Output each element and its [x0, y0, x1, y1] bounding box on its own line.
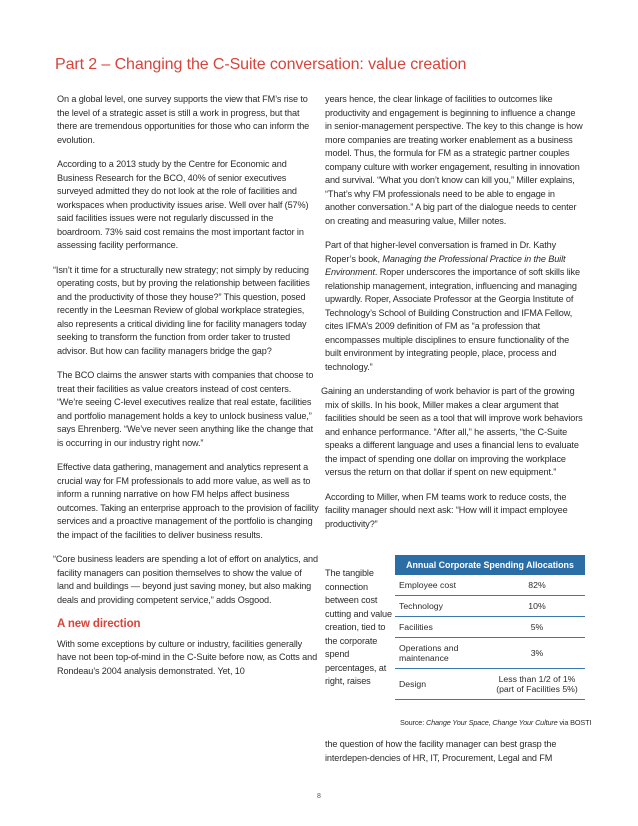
source-suffix: via BOSTI	[557, 718, 592, 727]
page-title: Part 2 – Changing the C-Suite conversation: value creation	[55, 56, 467, 73]
wrapped-text-beside-table: The tangible connection between cost cutting and value creation, tied to the corporate spend percentages, at right, raises	[325, 568, 392, 686]
paragraph: years hence, the clear linkage of facilities to outcomes like productivity and engagement is beginning to influence a change in senior-management perspective. The key to this change is how more companies are treating worker enablement as a business model. Thus, the formula for FM as a strategic partner couples company culture with worker engagement, resulting in innovation and survival. “What you don’t know can kill you,” Miller explains, “That’s why FM professionals need to be able to engage in another conversation.” A big part of the dialogue needs to center on creating and measuring value, Miller notes.	[325, 94, 583, 226]
paragraph: With some exceptions by culture or industry, facilities generally have not been top-of-mind in the C-Suite before now, as Cotts and Rondeau’s 2004 analysis demonstrated. Yet, 10	[57, 638, 318, 676]
paragraph: On a global level, one survey supports the view that FM’s rise to the level of a strategic asset is still a work in progress, but that there are tremendous opportunities for those who can inform the evolution.	[57, 94, 310, 145]
row-value: 5%	[489, 617, 585, 638]
row-label: Operations and maintenance	[395, 638, 489, 669]
table-source	[400, 718, 590, 727]
table-row	[395, 617, 585, 638]
paragraph	[325, 239, 583, 374]
source-prefix: Source:	[400, 718, 426, 727]
right-column	[321, 93, 583, 531]
row-value: 10%	[489, 596, 585, 617]
paragraph: “Isn’t it time for a structurally new strategy; not simply by reducing operating costs, but by proving the relationship between facilities and the productivity of those they house?” This question, posed recently in the Leesman Review of global workplace strategies, also represents a critical dividing line for facility managers today seeking to transform the function from order taker to trusted advisor. But how can facility managers bridge the gap?	[53, 264, 310, 356]
table-title: Annual Corporate Spending Allocations	[395, 555, 585, 575]
section-subhead: A new direction	[57, 618, 141, 630]
paragraph: The BCO claims the answer starts with companies that choose to treat their facilities as value creators instead of cost centers. “We’re seeing C-level executives realize that real estate, facilities and portfolio management holds a key to unlock business value,” says Ehrenberg. “We’ve never seen anything like the change that is occurring in our industry right now.”	[57, 370, 314, 448]
left-column	[53, 93, 319, 678]
paragraph-continuation: the question of how the facility manager can best grasp the interdepen-dencies of HR, IT, Procurement, Legal and FM	[325, 739, 557, 763]
paragraph: According to Miller, when FM teams work to reduce costs, the facility manager should next ask: “How will it impact employee productivity?”	[325, 491, 568, 529]
paragraph: “Core business leaders are spending a lot of effort on analytics, and facility managers can position themselves to show the value of land and buildings — beyond just saving money, but also making deals and providing competent service,” adds Osgood.	[53, 554, 318, 605]
spending-table-container	[395, 555, 585, 700]
row-value: 82%	[489, 575, 585, 596]
text-span: Part of that higher-level conversation is framed in Dr. Kathy Roper’s book,	[325, 240, 557, 264]
row-label: Facilities	[395, 617, 489, 638]
paragraph: Gaining an understanding of work behavior is part of the growing mix of skills. In his book, Miller makes a clear argument that facilities should be seen as a tool that will improve work behaviors and enhance performance. “After all,” he asserts, “the C-Suite speaks a different language and uses a financial lens to evaluate the impact of spending one dollar on improving the workplace versus the return on that dollar if spent on new equipment.”	[321, 386, 583, 477]
spending-allocations-table	[395, 555, 585, 700]
table-row	[395, 596, 585, 617]
table-row	[395, 638, 585, 669]
row-label: Technology	[395, 596, 489, 617]
book-title: Managing the Professional Practice in the Built Environment	[325, 253, 566, 277]
row-value: 3%	[489, 638, 585, 669]
row-label: Employee cost	[395, 575, 489, 596]
paragraph: According to a 2013 study by the Centre for Economic and Business Research for the BCO, 40% of senior executives surveyed admitted they do not look at the role of facilities and workspaces when productivity issues arise. Well over half (57%) said facilities issues were not regularly discussed in the boardroom. 73% said cost remains the most important factor in assessing facility performance.	[57, 159, 309, 250]
table-row	[395, 575, 585, 596]
table-row	[395, 669, 585, 700]
source-title: Change Your Space, Change Your Culture	[425, 718, 558, 727]
page-number: 8	[317, 793, 321, 800]
row-label: Design	[395, 669, 489, 700]
paragraph: Effective data gathering, management and analytics represent a crucial way for FM professionals to add more value, as well as to inform a running narrative on how FM helps affect business outcomes. Taking an enterprise approach to the provision of facility services and a proactive management of the portfolio is changing the impact of the facilities to deliver business results.	[57, 462, 319, 540]
text-span: . Roper underscores the importance of soft skills like relationship management, integration, influencing and managing upwardly. Roper, Associate Professor at the Georgia Institute of Technology’s School of Building Construction and IFMA Fellow, cites IFMA’s 2009 definition of FM as “a profession that encompasses multiple disciplines to ensure functionality of the built environment by integrating people, place, process and technology.”	[325, 267, 580, 372]
row-value: Less than 1/2 of 1% (part of Facilities 5%)	[489, 669, 585, 700]
